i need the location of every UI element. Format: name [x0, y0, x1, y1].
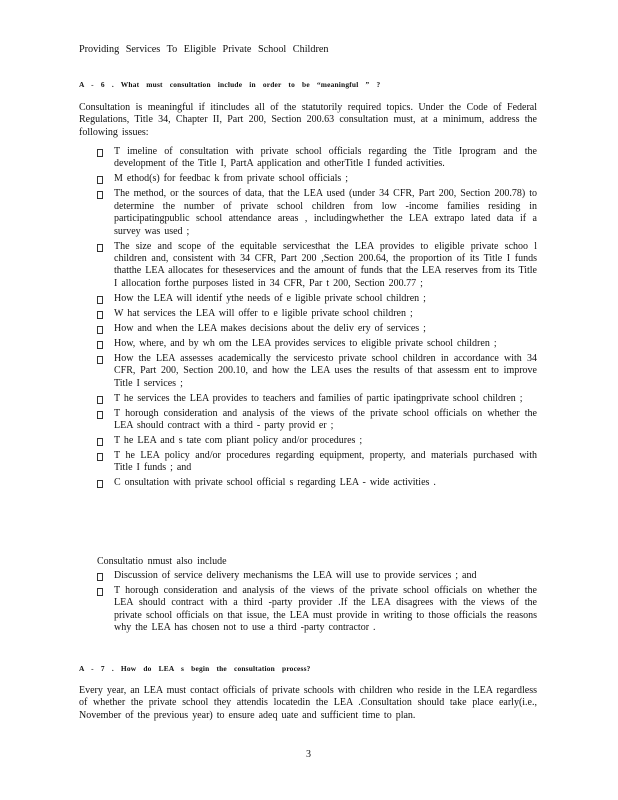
bullet-icon [97, 149, 103, 157]
list-item-text: The method, or the sources of data, that the LEA used (under 34 CFR, Part 200, Section 200.78) to determine the number of private school children from low -income families residing in participatingpublic school attendance areas , includingwhether the LEA extrapo lated data if a survey was used ; [114, 188, 537, 237]
bullet-icon [97, 191, 103, 199]
bullet-icon [97, 296, 103, 304]
bullet-icon [97, 480, 103, 488]
bullet-icon [97, 573, 103, 581]
list-item-text: T imeline of consultation with private school officials regarding the Title Iprogram and the development of the Title I, PartA application and otherTitle I funded activities. [114, 146, 537, 170]
list-item [97, 477, 537, 489]
bullet-icon [97, 311, 103, 319]
also-include-label: Consultatio nmust also include [97, 556, 227, 567]
required-topics-list [97, 146, 537, 492]
bullet-icon [97, 244, 103, 252]
list-item [97, 241, 537, 291]
list-item [97, 293, 537, 305]
list-item [97, 353, 537, 390]
list-item [97, 323, 537, 335]
list-item [97, 338, 537, 350]
bullet-icon [97, 588, 103, 596]
bullet-icon [97, 326, 103, 334]
running-header: Providing Services To Eligible Private School Children [79, 44, 329, 55]
bullet-icon [97, 396, 103, 404]
list-item [97, 435, 537, 447]
list-item-text: T he services the LEA provides to teachers and families of partic ipatingprivate school children ; [114, 392, 523, 404]
list-item-text: How and when the LEA makes decisions about the deliv ery of services ; [114, 322, 426, 334]
list-item-text: T he LEA and s tate com pliant policy and/or procedures ; [114, 435, 363, 447]
list-item-text: T horough consideration and analysis of the views of the private school officials on whether the LEA should contract with a third -party provider .If the LEA disagrees with the views of the private school officials on that issue, the LEA must provide in writing to those officials the reasons why the LEA has chosen not to use a third -party contractor . [114, 585, 537, 634]
question-a7-heading: A - 7 . How do LEA s begin the consultation process? [79, 664, 311, 673]
list-item-text: M ethod(s) for feedbac k from private school officials ; [114, 173, 349, 185]
list-item-text: C onsultation with private school official s regarding LEA - wide activities . [114, 477, 436, 489]
list-item [97, 308, 537, 320]
list-item [97, 408, 537, 433]
bullet-icon [97, 411, 103, 419]
list-item [97, 393, 537, 405]
a6-intro-paragraph: Consultation is meaningful if itincludes all of the statutorily required topics. Under the Code of Federal Regulations, Title 34, Chapter II, Part 200, Section 200.63 consultation must, at a minimum, address the following issues: [79, 102, 537, 138]
list-item-text: Discussion of service delivery mechanisms the LEA will use to provide services ; and [114, 570, 477, 581]
list-item [97, 585, 537, 635]
list-item [97, 570, 537, 582]
bullet-icon [97, 356, 103, 364]
list-item-text: The size and scope of the equitable servicesthat the LEA provides to eligible private schoo l children and, consistent with 34 CFR, Part 200 ,Section 200.64, the proportion of its Title I funds thatthe LEA allocates for theseservices and the amount of funds that the LEA reserves from its Title I allocation forthe purposes listed in 34 CFR, Par t 200, Section 200.77 ; [114, 240, 537, 289]
list-item-text: T he LEA policy and/or procedures regarding equipment, property, and materials purchased with Title I funds ; and [114, 450, 537, 474]
bullet-icon [97, 438, 103, 446]
list-item-text: T horough consideration and analysis of the views of the private school officials on whether the LEA should contract with a third - party provid er ; [114, 407, 537, 432]
list-item-text: W hat services the LEA will offer to e ligible private school children ; [114, 307, 413, 319]
question-a6-heading: A - 6 . What must consultation include in order to be “meaningful ” ? [79, 80, 381, 89]
list-item [97, 146, 537, 171]
list-item [97, 450, 537, 475]
bullet-icon [97, 453, 103, 461]
list-item-text: How the LEA will identif ythe needs of e ligible private school children ; [114, 292, 426, 304]
additional-topics-list [97, 570, 537, 637]
list-item [97, 173, 537, 185]
list-item-text: How, where, and by wh om the LEA provides services to eligible private school children ; [114, 337, 497, 349]
list-item-text: How the LEA assesses academically the servicesto private school children in accordance with 34 CFR, Part 200, Section 200.10, and how the LEA uses the results of that assessm ent to improve Title I services ; [114, 352, 537, 389]
bullet-icon [97, 341, 103, 349]
a7-body-paragraph: Every year, an LEA must contact officials of private schools with children who reside in the LEA regardless of whether the private school they attendis locatedin the LEA .Consultation should take place early(i.e., November of the previous year) to ensure adeq uate and sufficient time to plan. [79, 685, 537, 721]
bullet-icon [97, 176, 103, 184]
list-item [97, 188, 537, 238]
page-number: 3 [306, 749, 311, 760]
